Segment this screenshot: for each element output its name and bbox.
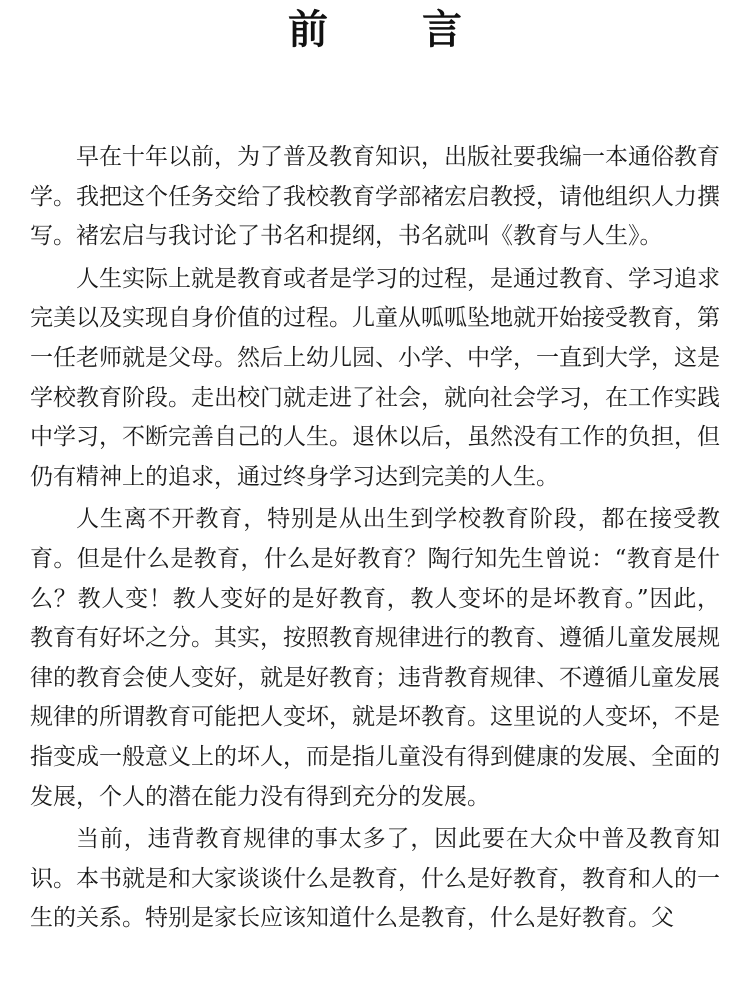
- paragraph-3: 人生离不开教育，特别是从出生到学校教育阶段，都在接受教育。但是什么是教育，什么是好教育？陶行知先生曾说：“教育是什么？教人变！教人变好的是好教育，教人变坏的是坏教育。”因此，教育有好坏之分。其实，按照教育规律进行的教育、遵循儿童发展规律的教育会使人变好，就是好教育；违背教育规律、不遵循儿童发展规律的所谓教育可能把人变坏，就是坏教育。这里说的人变坏，不是指变成一般意义上的坏人，而是指儿童没有得到健康的发展、全面的发展，个人的潜在能力没有得到充分的发展。: [30, 506, 720, 810]
- preface-body: [30, 138, 720, 939]
- page-title: 前 言: [288, 7, 502, 53]
- paragraph-2: 人生实际上就是教育或者是学习的过程，是通过教育、学习追求完美以及实现自身价值的过程。儿童从呱呱坠地就开始接受教育，第一任老师就是父母。然后上幼儿园、小学、中学，一直到大学，这是学校教育阶段。走出校门就走进了社会，就向社会学习，在工作实践中学习，不断完善自己的人生。退休以后，虽然没有工作的负担，但仍有精神上的追求，通过终身学习达到完美的人生。: [30, 265, 720, 490]
- paragraph-1: 早在十年以前，为了普及教育知识，出版社要我编一本通俗教育学。我把这个任务交给了我校教育学部褚宏启教授，请他组织人力撰写。褚宏启与我讨论了书名和提纲，书名就叫《教育与人生》。: [30, 144, 720, 250]
- paragraph-4: 当前，违背教育规律的事太多了，因此要在大众中普及教育知识。本书就是和大家谈谈什么是教育，什么是好教育，教育和人的一生的关系。特别是家长应该知道什么是教育，什么是好教育。父: [30, 826, 720, 932]
